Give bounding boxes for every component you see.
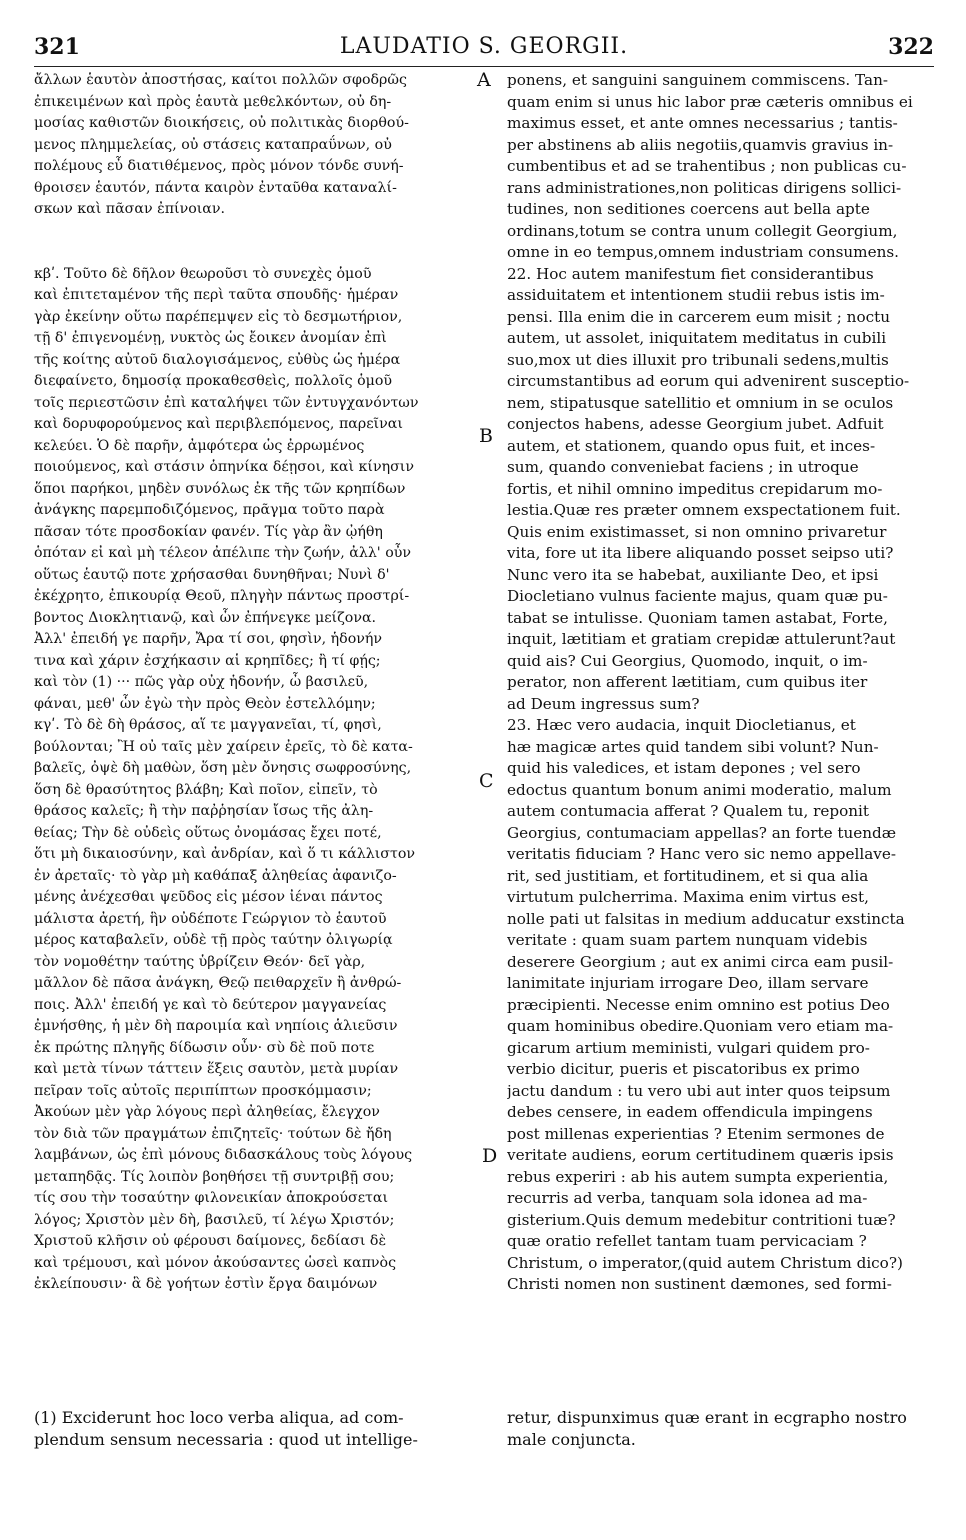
latin-text-line: tabat se intulisse. Quoniam tamen astabat, Forte, xyxy=(507,608,888,627)
greek-text-line: ἐμνήσθης, ἡ μὲν δὴ παροιμία καὶ νηπίοις ἁλιεῦσιν xyxy=(34,1018,398,1034)
greek-text-line: θράσος καλεῖς; ἢ τὴν παῤῥησίαν ἴσως τῆς ἀλη- xyxy=(34,803,374,819)
latin-text-line: recurris ad verba, tanquam sola idonea ad ma- xyxy=(507,1189,868,1207)
latin-text-line: assiduitatem et intentionem studii rebus istis im- xyxy=(507,286,885,304)
greek-text-line: μέρος καταβαλεῖν, οὐδὲ τῇ πρὸς ταύτην ὀλιγωρίᾳ xyxy=(34,932,393,948)
greek-text-line: μοσίας καθιστῶν διοικήσεις, οὐ πολιτικὰς διορθού- xyxy=(34,115,409,131)
greek-text-line: καὶ ἐπιτεταμένον τῆς περὶ ταῦτα σπουδῆς· ἡμέραν xyxy=(34,287,399,303)
greek-text-line: ἐκλείπουσιν· ἃ δὲ γοήτων ἐστὶν ἔργα δαιμόνων xyxy=(34,1276,378,1292)
greek-text-line: θείας; Τὴν δὲ οὐδεὶς οὕτως ὀνομάσας ἔχει ποτέ, xyxy=(34,824,382,841)
latin-text-line: conjectos habens, adesse Georgium jubet. Adfuit xyxy=(507,415,884,433)
footnote-right xyxy=(507,1408,935,1451)
greek-text-line: διεφαίνετο, δημοσίᾳ προκαθεσθεὶς, πολλοῖς ὁμοῦ xyxy=(34,373,393,389)
latin-text-line: deserere Georgium ; aut ex animi circa eam pusil- xyxy=(507,952,894,971)
greek-text-line: ἀνάγκης παρεμποδιζόμενος, πρᾶγμα τοῦτο παρὰ xyxy=(34,502,385,518)
latin-text-line: vita, fore ut ita libere aliquando posset seipso uti? xyxy=(507,544,894,562)
greek-text-line: Ἀλλ' ἐπειδή γε παρῆν, Ἄρα τί σοι, φησὶν, ἡδονήν xyxy=(34,631,383,647)
greek-text-line: τοῖς περιεστῶσιν ἐπὶ καταλήψει τῶν ἐντυγχανόντων xyxy=(34,394,419,411)
greek-text-line: σκων καὶ πᾶσαν ἐπίνοιαν. xyxy=(34,201,226,217)
greek-text-line: ἐπικειμένων καὶ πρὸς ἑαυτὰ μεθελκόντων, οὐ δη- xyxy=(34,93,392,110)
greek-text-line: βοντος Διοκλητιανῷ, καὶ ὧν ἐπήνεγκε μείζονα. xyxy=(34,609,377,626)
margin-marker-a: A xyxy=(477,69,491,91)
latin-text-line: jactu dandum : tu vero ubi aut inter quos teipsum xyxy=(507,1081,891,1100)
latin-text-line: Georgius, contumaciam appellas? an forte tuendæ xyxy=(507,823,897,842)
greek-text-line: πᾶσαν τότε προσδοκίαν φανέν. Τίς γὰρ ἂν ᾠήθη xyxy=(34,523,383,540)
greek-text-line: τίς σου τὴν τοσαύτην φιλονεικίαν ἀποκρούσεται xyxy=(34,1190,389,1206)
greek-text-line: τῇ δ' ἐπιγενομένῃ, νυκτὸς ὡς ἔοικεν ἀνομίαν ἐπὶ xyxy=(34,330,387,346)
latin-text-line: per abstinens ab aliis negotiis,quamvis gravius in- xyxy=(507,135,894,154)
footnote-line: retur, dispunximus quæ erant in ecgrapho nostro xyxy=(507,1408,907,1427)
greek-text-line: καὶ μετὰ τίνων τάττειν ἕξεις σαυτὸν, μετὰ μυρίαν xyxy=(34,1061,399,1077)
latin-text-line: quid his valedices, et istam depones ; vel sero xyxy=(507,759,861,777)
latin-text-line: maximus esset, et ante omnes necessarius ; tantis- xyxy=(507,114,898,132)
greek-text-line: ποιούμενος, καὶ στάσιν ὁπηνίκα δέῃσοι, καὶ κίνησιν xyxy=(34,459,414,475)
greek-text-line: μᾶλλον δὲ πᾶσα ἀνάγκη, Θεῷ πειθαρχεῖν ἢ ἀνθρώ- xyxy=(34,975,402,991)
latin-text-line: sum, quando conveniebat faciens ; in utroque xyxy=(507,458,859,476)
footnote-left xyxy=(34,1408,494,1451)
latin-text-line: lestia.Quæ res præter omnem exspectationem fuit. xyxy=(507,501,901,519)
paragraph-gap xyxy=(34,221,492,243)
latin-text-line: quæ oratio refellet tantam tuam pervicaciam ? xyxy=(507,1232,867,1250)
latin-text-line: pensi. Illa enim die in carcerem eum misit ; noctu xyxy=(507,307,891,326)
greek-text-line: βούλονται; Ἢ οὐ ταῖς μὲν χαίρειν ἐρεῖς, τὸ δὲ κατα- xyxy=(34,738,413,755)
latin-text-line: nolle pati ut falsitas in medium adducatur exstincta xyxy=(507,909,905,928)
latin-text-line: 23. Hæc vero audacia, inquit Diocletianus, et xyxy=(507,716,856,734)
margin-marker-c: C xyxy=(479,770,494,792)
latin-text-line: rebus experiri : ab his autem sumpta experientia, xyxy=(507,1167,889,1186)
greek-text-line: ἐν ἀρεταῖς· τὸ γὰρ μὴ καθάπαξ ἀληθείας ἀφανιζο- xyxy=(34,867,397,884)
latin-text-line: fortis, et nihil omnino impeditus crepidarum mo- xyxy=(507,479,883,498)
latin-text-line: gicarum artium meministi, vulgari quidem pro- xyxy=(507,1038,870,1057)
latin-text-line: Christum, o imperator,(quid autem Christum dico?) xyxy=(507,1253,903,1272)
greek-text-line: πεῖραν τοῖς αὐτοῖς περιπίπτων προσκόμμασιν; xyxy=(34,1082,372,1099)
greek-text-line: ὁπόταν εἰ καὶ μὴ τέλεον ἀπέλιπε τὴν ζωήν, ἀλλ' οὖν xyxy=(34,545,412,561)
latin-text-line: 22. Hoc autem manifestum fiet considerantibus xyxy=(507,264,874,283)
greek-text-line: κβʹ. Τοῦτο δὲ δῆλον θεωροῦσι τὸ συνεχὲς ὁμοῦ xyxy=(34,265,372,282)
latin-text-line: virtutum pulcherrima. Maxima enim virtus est, xyxy=(507,888,869,906)
greek-text-line: καὶ τὸν (1) ··· πῶς γὰρ οὐχ ἡδονήν, ὦ βασιλεῦ, xyxy=(34,674,369,690)
header-rule xyxy=(34,66,934,67)
greek-text-line: τῆς κοίτης αὐτοῦ διαλογισάμενος, εὐθὺς ὡς ἡμέρα xyxy=(34,351,401,368)
running-title: LAUDATIO S. GEORGII. xyxy=(339,34,629,59)
latin-text-line: rit, sed justitiam, et fortitudinem, et si qua alia xyxy=(507,866,869,885)
paragraph-gap xyxy=(34,242,492,264)
latin-text-line: perator, non afferent lætitiam, cum quibus iter xyxy=(507,673,868,691)
greek-text-line: ποις. Ἀλλ' ἐπειδή γε καὶ τὸ δεύτερον μαγγανείας xyxy=(34,996,387,1013)
margin-marker-b: B xyxy=(479,425,493,447)
footnote-line: male conjuncta. xyxy=(507,1429,636,1449)
greek-text-line: ὅτι μὴ δικαιοσύνην, καὶ ἀνδρίαν, καὶ ὅ τι κάλλιστον xyxy=(34,846,416,862)
latin-text-line: autem contumacia afferat ? Qualem tu, reponit xyxy=(507,802,869,820)
latin-text-line: autem, et stationem, quando opus fuit, et inces- xyxy=(507,436,876,455)
greek-text-line: φάναι, μεθ' ὧν ἐγὼ τὴν πρὸς Θεὸν ἐστελλόμην; xyxy=(34,695,376,712)
latin-text-line: autem, ut assolet, iniquitatem meditatus in cubili xyxy=(507,329,887,347)
greek-text-line: ἄλλων ἑαυτὸν ἀποστήσας, καίτοι πολλῶν σφοδρῶς xyxy=(34,72,407,88)
greek-text-line: λαμβάνων, ὡς ἐπὶ μόνους διδασκάλους τοὺς λόγους xyxy=(34,1147,413,1163)
latin-text-line: præcipienti. Necesse enim omnino est potius Deo xyxy=(507,995,890,1014)
latin-text-line: cumbentibus et ad se trahentibus ; non publicas cu- xyxy=(507,157,907,175)
greek-text-line: μεταπηδᾷς. Τίς λοιπὸν βοηθήσει τῇ συντριβῇ σου; xyxy=(34,1168,395,1185)
latin-text-line: rans administrationes,non politicas dirigens sollici- xyxy=(507,178,902,197)
page-number-left: 321 xyxy=(34,34,80,60)
greek-text-line: καὶ τρέμουσι, καὶ μόνον ἀκούσαντες ὡσεὶ καπνὸς xyxy=(34,1254,397,1271)
latin-text-line: debes censere, in eadem offendicula impingens xyxy=(507,1103,873,1121)
greek-text-line: λόγος; Χριστὸν μὲν δὴ, βασιλεῦ, τί λέγω Χριστόν; xyxy=(34,1211,395,1228)
margin-marker-d: D xyxy=(482,1145,498,1167)
latin-text-line: suo,mox ut dies illuxit pro tribunali sedens,multis xyxy=(507,350,889,369)
greek-text-line: μένης ἀνέχεσθαι ψεῦδος εἰς μέσον ἰέναι πάντος xyxy=(34,889,383,905)
greek-text-line: μενος πλημμελείας, οὐ στάσεις καταπραΰνων, οὐ xyxy=(34,136,392,153)
greek-text-line: τὸν νομοθέτην ταύτης ὑβρίζειν Θεόν· δεῖ γὰρ, xyxy=(34,953,366,970)
latin-text-line: omne in eo tempus,omnem industriam consumens. xyxy=(507,243,899,261)
footnote-line: plendum sensum necessaria : quod ut intellige- xyxy=(34,1429,418,1449)
latin-text-line: hæ magicæ artes quid tandem sibi volunt? Nun- xyxy=(507,737,879,756)
greek-column xyxy=(34,70,492,1296)
latin-text-line: quam enim si unus hic labor præ cæteris omnibus ei xyxy=(507,92,913,111)
latin-text-line: circumstantibus ad eorum qui advenirent susceptio- xyxy=(507,372,910,390)
latin-text-line: gisterium.Quis demum medebitur contritioni tuæ? xyxy=(507,1210,896,1229)
greek-text-line: ἐκ πρώτης πληγῆς δίδωσιν οὖν· σὺ δὲ ποῦ ποτε xyxy=(34,1039,375,1056)
latin-text-line: ad Deum ingressus sum? xyxy=(507,694,700,713)
latin-text-line: veritate : quam suam partem nunquam videbis xyxy=(507,931,868,949)
footnote-line: (1) Exciderunt hoc loco verba aliqua, ad com- xyxy=(34,1408,404,1427)
greek-text-line: τὸν διὰ τῶν πραγμάτων ἐπιζητεῖς· τούτων δὲ ἤδη xyxy=(34,1125,392,1142)
latin-text-line: Christi nomen non sustinent dæmones, sed formi- xyxy=(507,1275,892,1293)
greek-text-line: θροισεν ἑαυτόν, πάντα καιρὸν ἐνταῦθα καταναλί- xyxy=(34,179,397,196)
greek-text-line: κγʹ. Τὸ δὲ δὴ θράσος, αἵ τε μαγγανεῖαι, τί, φησὶ, xyxy=(34,717,382,733)
latin-text-line: Quis enim existimasset, si non omnino privaretur xyxy=(507,522,887,541)
greek-text-line: πολέμους εὖ διατιθέμενος, πρὸς μόνον τόνδε συνή- xyxy=(34,158,404,174)
greek-text-line: μάλιστα ἀρετή, ἣν οὐδέποτε Γεώργιον τὸ ἑαυτοῦ xyxy=(34,910,387,927)
latin-text-line: quam hominibus obedire.Quoniam vero etiam ma- xyxy=(507,1017,894,1035)
latin-text-line: nem, stipatusque satellitio et omnium in se oculos xyxy=(507,393,894,412)
greek-text-line: καὶ δορυφορούμενος καὶ περιβλεπόμενος, παρεῖναι xyxy=(34,416,403,432)
latin-text-line: edoctus quantum bonum animi moderatio, malum xyxy=(507,780,892,799)
latin-text-line: Nunc vero ita se habebat, auxiliante Deo, et ipsi xyxy=(507,565,879,584)
running-header xyxy=(34,34,934,64)
greek-text-line: βαλεῖς, ὀψὲ δὴ μαθὼν, ὅση μὲν ὄνησις σωφροσύνης, xyxy=(34,760,412,776)
latin-text-line: verbio dicitur, pueris et piscatoribus ex primo xyxy=(507,1060,860,1078)
greek-text-line: οὕτως ἑαυτῷ ποτε χρήσασθαι δυνηθῆναι; Νυνὶ δ' xyxy=(34,566,390,583)
latin-text-line: tudines, non seditiones coercens aut bella apte xyxy=(507,200,870,218)
latin-column xyxy=(507,70,935,1296)
greek-text-line: ὅση δὲ θρασύτητος βλάβη; Καὶ ποῖον, εἰπεῖν, τὸ xyxy=(34,781,378,798)
greek-text-line: γὰρ ἐκείνην οὕτω παρέπεμψεν εἰς τὸ δεσμωτήριον, xyxy=(34,308,403,325)
page-number-right: 322 xyxy=(888,34,934,60)
greek-text-line: ὅποι παρήκοι, μηδὲν συνόλως ἐκ τῆς τῶν κρηπίδων xyxy=(34,480,406,497)
latin-text-line: veritatis fiduciam ? Hanc vero sic nemo appellave- xyxy=(507,845,896,863)
greek-text-line: τινα καὶ χάριν ἐσχήκασιν αἱ κρηπῖδες; ἢ τί φῄς; xyxy=(34,652,381,669)
greek-text-line: Ἀκούων μὲν γὰρ λόγους περὶ ἀληθείας, ἔλεγχον xyxy=(34,1104,380,1120)
latin-text-line: lanimitate injuriam irrogare Deo, illam servare xyxy=(507,974,869,992)
greek-text-line: κελεύει. Ὁ δὲ παρῆν, ἀμφότερα ὡς ἐρρωμένος xyxy=(34,437,365,454)
latin-text-line: ponens, et sanguini sanguinem commiscens. Tan- xyxy=(507,71,888,89)
greek-text-line: Χριστοῦ κλῆσιν οὐ φέρουσι δαίμονες, δεδίασι δὲ xyxy=(34,1233,387,1249)
latin-text-line: ordinans,totum se contra unum collegit Georgium, xyxy=(507,221,898,240)
latin-text-line: veritate audiens, eorum certitudinem quæris ipsis xyxy=(507,1146,894,1164)
latin-text-line: inquit, lætitiam et gratiam crepidæ attulerunt?aut xyxy=(507,630,896,648)
latin-text-line: quid ais? Cui Georgius, Quomodo, inquit, o im- xyxy=(507,651,868,670)
latin-text-line: Diocletiano vulnus faciente majus, quam quæ pu- xyxy=(507,587,888,605)
greek-text-line: ἐκέχρητο, ἐπικουρίᾳ Θεοῦ, πληγὴν πάντως προστρί- xyxy=(34,588,410,604)
latin-text-line: post millenas experientias ? Etenim sermones de xyxy=(507,1124,885,1143)
